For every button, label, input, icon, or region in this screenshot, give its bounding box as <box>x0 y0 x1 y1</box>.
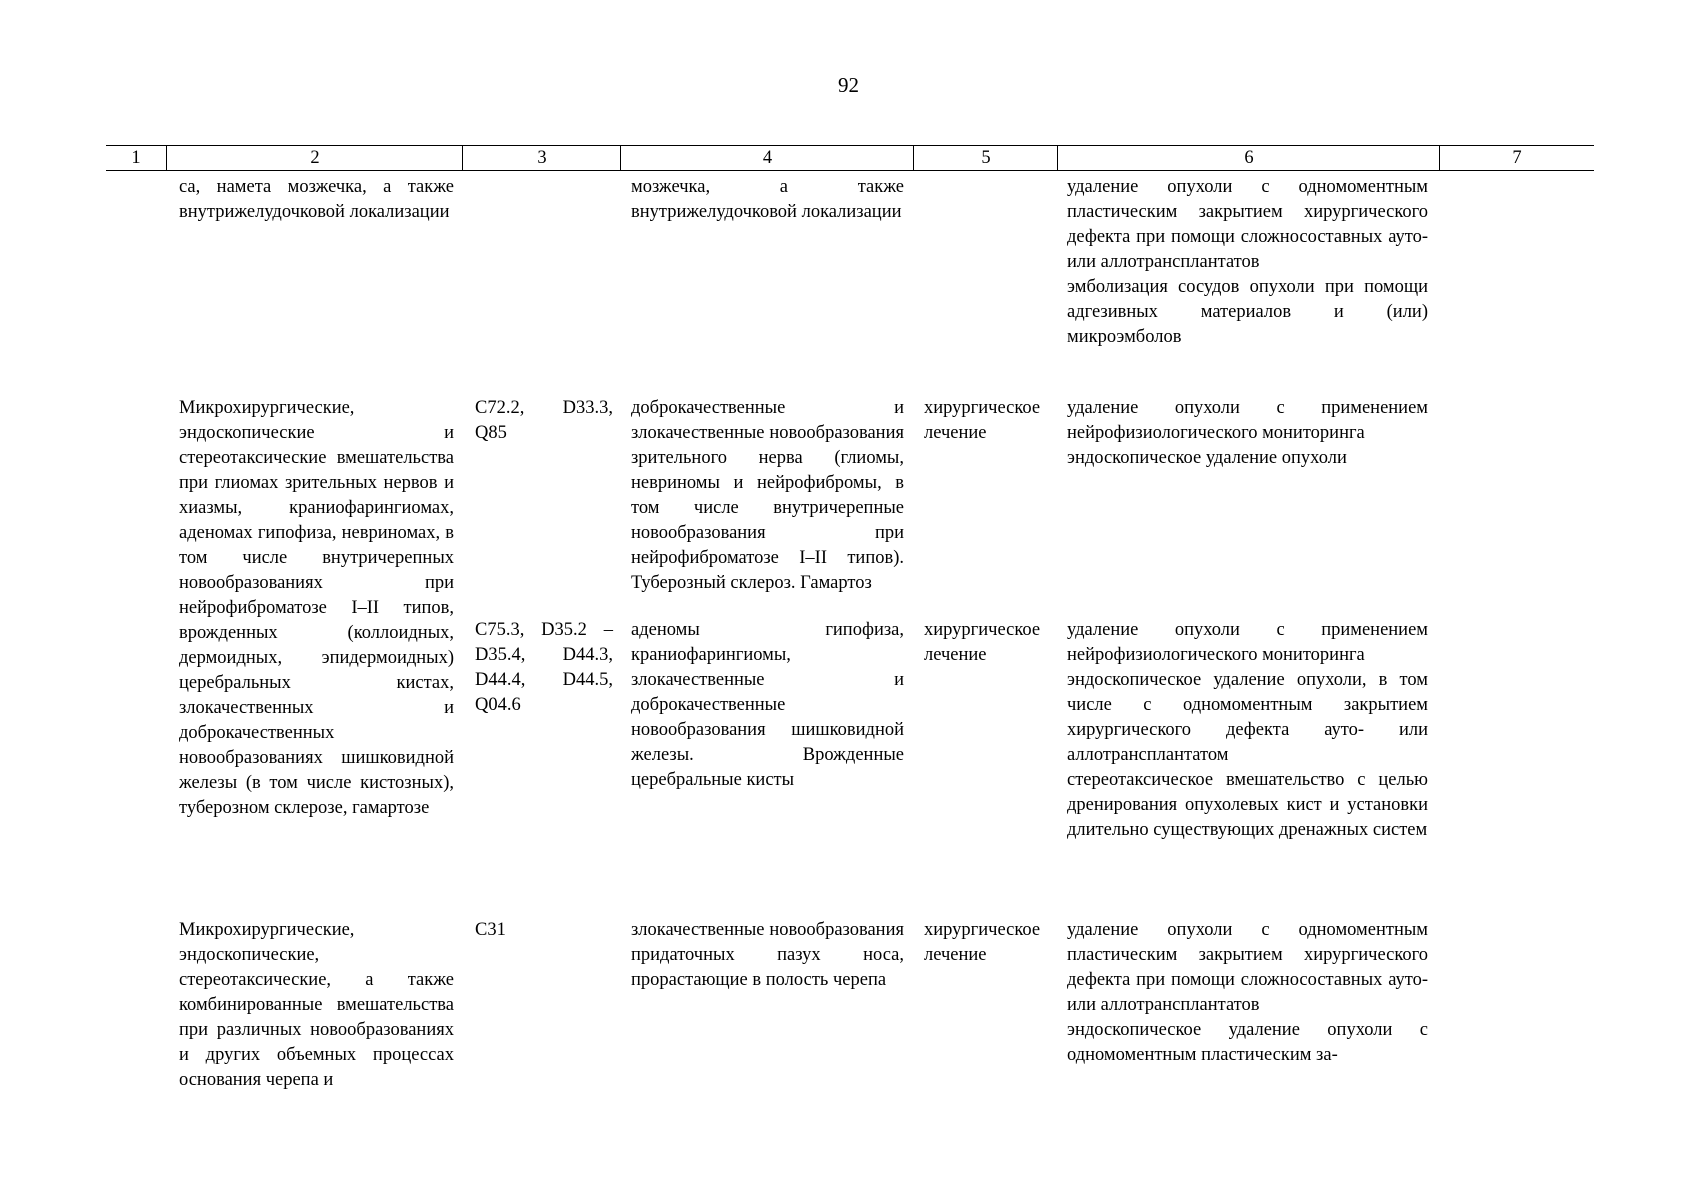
header-col-3: 3 <box>462 146 621 170</box>
row-2a-method: удаление опухоли с применением нейрофизиологического мониторинга эндоскопическое удаление опухоли <box>1067 398 1428 468</box>
row-2b-diagnosis: аденомы гипофиза, краниофарингиомы, злокачественные и доброкачественные новообразования шишковидной железы. Врожденные церебральные кисты <box>631 620 904 790</box>
row-2a-diagnosis: доброкачественные и злокачественные новообразования зрительного нерва (глиомы, невриномы и нейрофибромы, в том числе внутричерепные новообразования при нейрофиброматозе I–II типов). Туберозный склероз. Гамартоз <box>631 398 904 593</box>
page-number: 92 <box>838 73 859 97</box>
row-3-treatment: хирургическое лечение <box>924 920 1041 965</box>
row-2b-codes: C75.3, D35.2 – D35.4, D44.3, D44.4, D44.5, Q04.6 <box>475 620 613 715</box>
row-2b-method: удаление опухоли с применением нейрофизиологического мониторинга эндоскопическое удаление опухоли, в том числе с одномоментным закрытием хирургического дефекта ауто- или аллотрансплантатом стереотаксическое вмешательство с целью дренирования опухолевых кист и установки длительно существующих дренажных систем <box>1067 620 1428 840</box>
header-col-7: 7 <box>1439 146 1594 170</box>
header-col-2: 2 <box>166 146 463 170</box>
row-3-diagnosis: злокачественные новообразования придаточных пазух носа, прорастающие в полость черепа <box>631 920 904 990</box>
row-2-procedure: Микрохирургические, эндоскопические и стереотаксические вмешательства при глиомах зрительных нервов и хиазмы, краниофарингиомах, аденомах гипофиза, невриномах, в том числе внутричерепных новообразованиях при нейрофиброматозе I–II типов, врожденных (коллоидных, дермоидных, эпидермоидных) церебральных кистах, злокачественных и доброкачественных новообразованиях шишковидной железы (в том числе кистозных), туберозном склерозе, гамартозе <box>179 398 454 818</box>
row-3-codes: C31 <box>475 920 506 940</box>
row-2a-codes: C72.2, D33.3, Q85 <box>475 398 613 443</box>
row-2b-treatment: хирургическое лечение <box>924 620 1041 665</box>
row-3-method: удаление опухоли с одномоментным пластическим закрытием хирургического дефекта при помощи сложносоставных ауто- или аллотрансплантатов эндоскопическое удаление опухоли с одномоментным пластическим за- <box>1067 920 1428 1065</box>
row-1-procedure: са, намета мозжечка, а также внутрижелудочковой локализации <box>179 177 454 222</box>
header-col-1: 1 <box>131 148 141 168</box>
header-col-5: 5 <box>913 146 1058 170</box>
row-1-diagnosis: мозжечка, а также внутрижелудочковой локализации <box>631 177 904 222</box>
header-col-6: 6 <box>1057 146 1440 170</box>
header-col-4: 4 <box>620 146 914 170</box>
table-header <box>106 145 1594 171</box>
row-2a-treatment: хирургическое лечение <box>924 398 1041 443</box>
row-3-procedure: Микрохирургические, эндоскопические, стереотаксические, а также комбинированные вмешательства при различных новообразованиях и других объемных процессах основания черепа и <box>179 920 454 1090</box>
row-1-method: удаление опухоли с одномоментным пластическим закрытием хирургического дефекта при помощи сложносоставных ауто- или аллотрансплантатов эмболизация сосудов опухоли при помощи адгезивных материалов и (или) микроэмболов <box>1067 177 1428 347</box>
